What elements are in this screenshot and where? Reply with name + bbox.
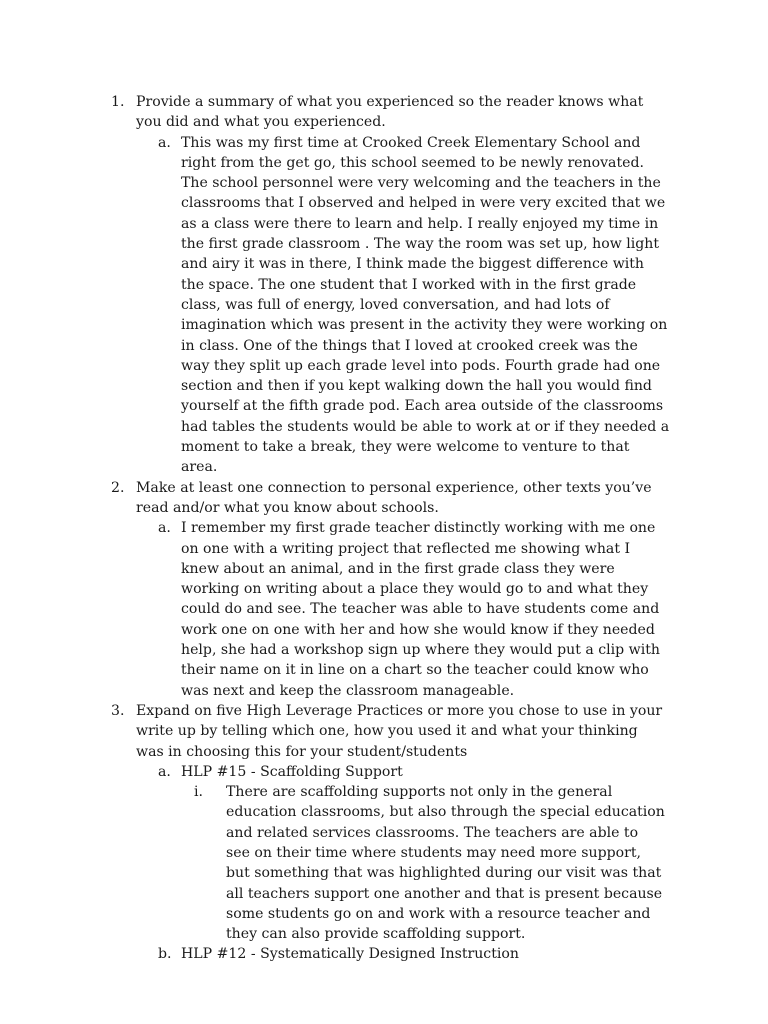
question-2 [111,478,666,519]
answer-text: This was my first time at Crooked Creek Elementary School and right from the get go, this school seemed to be newly renovated. The school personnel were very welcoming and the teachers in the classrooms that I observed and helped in were very excited that we as a class were there to learn and help. I really enjoyed my time in the first grade classroom . The way the room was set up, how light and airy it was in there, I think made the biggest difference with the space. The one student that I worked with in the first grade class, was full of energy, loved conversation, and had lots of imagination which was present in the activity they were working on in class. One of the things that I loved at crooked creek was the way they split up each grade level into pods. Fourth grade had one section and then if you kept walking down the hall you would find yourself at the fifth grade pod. Each area outside of the classrooms had tables the students would be able to work at or if they needed a moment to take a break, they were welcome to venture to that area. [181,134,670,476]
hlp-detail-text: There are scaffolding supports not only in the general education classrooms, but also through the special education and related services classrooms. The teachers are able to see on their time where students may need more support, but something that was highlighted during our visit was that all teachers support one another and that is present because some students go on and work with a resource teacher and they can also provide scaffolding support. [226,784,665,943]
question-text: Make at least one connection to personal experience, other texts you’ve read and/or what you know about schools. [136,479,652,516]
hlp-15-heading [158,762,670,782]
list-marker: a. [158,763,171,780]
list-marker: 2. [111,479,125,496]
answer-1a [158,133,670,478]
hlp-15-detail [194,782,666,944]
list-marker: 3. [111,702,125,719]
list-marker: 1. [111,94,125,110]
list-marker: a. [158,520,171,537]
list-marker: b. [158,946,172,963]
document-page [0,92,768,965]
question-text: Provide a summary of what you experienced so the reader knows what you did and what you experienced. [136,94,644,131]
hlp-heading-text: HLP #12 - Systematically Designed Instruction [181,946,519,963]
question-3 [111,701,666,762]
question-1 [111,92,666,133]
list-marker: a. [158,134,171,151]
hlp-heading-text: HLP #15 - Scaffolding Support [181,763,403,780]
answer-2a [158,518,670,701]
hlp-12-heading [158,944,670,964]
answer-text: I remember my first grade teacher distinctly working with me one on one with a writing project that reflected me showing what I knew about an animal, and in the first grade class they were working on writing about a place they would go to and what they could do and see. The teacher was able to have students come and work one on one with her and how she would know if they needed help, she had a workshop sign up where they would put a clip with their name on it in line on a chart so the teacher could know who was next and keep the classroom manageable. [181,520,660,699]
list-marker: i. [194,784,203,801]
question-text: Expand on five High Leverage Practices or more you chose to use in your write up by telling which one, how you used it and what your thinking was in choosing this for your student/students [136,702,663,760]
